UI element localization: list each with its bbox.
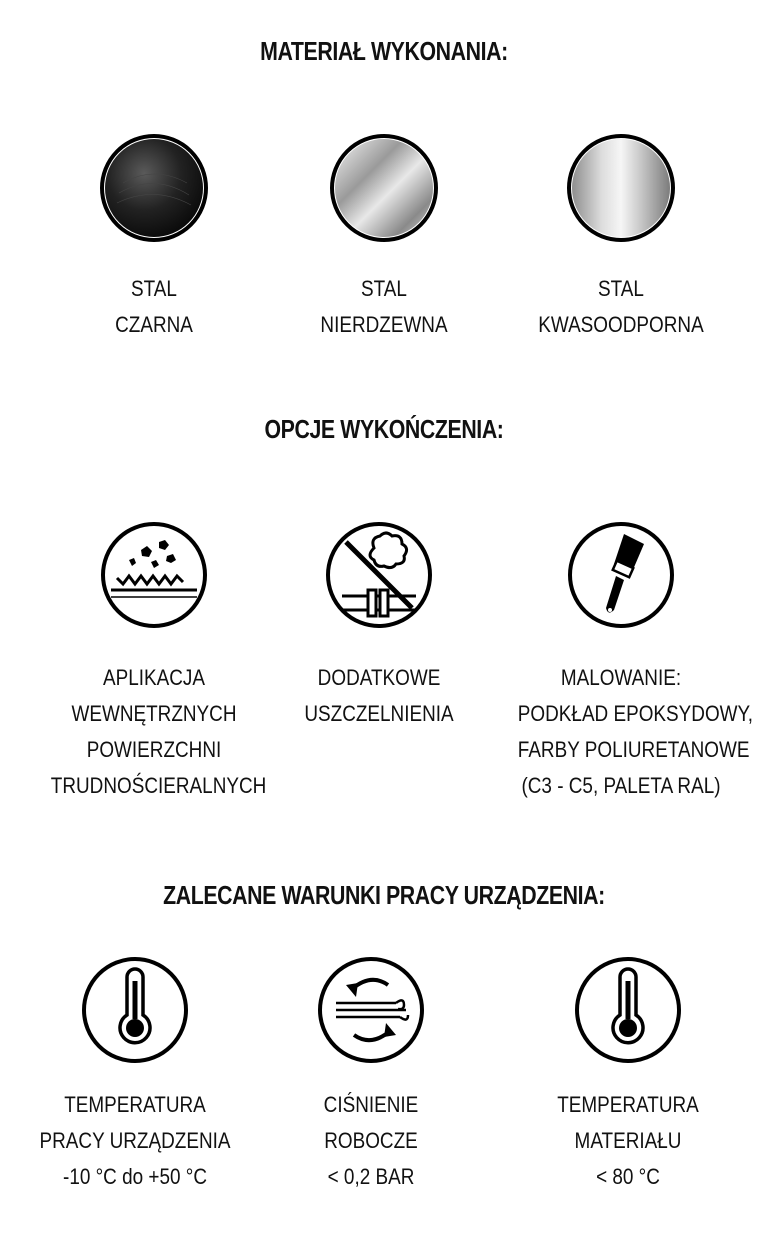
finish-label-line: FARBY POLIURETANOWE [517,737,750,762]
finish-label-line: (C3 - C5, PALETA RAL) [521,773,721,798]
finish-label-line: POWIERZCHNI [86,737,222,762]
material-label-line2: NIERDZEWNA [320,312,448,337]
thermometer-icon [80,955,190,1065]
condition-label-line: CIŚNIENIE [323,1092,419,1117]
condition-label-line: < 0,2 BAR [327,1164,415,1189]
finish-label-line: DODATKOWE [317,665,441,690]
finish-item-painting [501,520,753,804]
paint-brush-icon [566,520,676,630]
material-item-black-steel [34,133,274,343]
stainless-steel-swatch-icon [329,133,439,243]
finish-item-seals [259,520,499,732]
condition-item-material-temperature [508,955,748,1195]
material-item-stainless-steel [264,133,504,343]
condition-label-line: < 80 °C [596,1164,660,1189]
finish-heading: OPCJE WYKOŃCZENIA: [264,414,504,444]
thermometer-icon [573,955,683,1065]
finish-label-line: WEWNĘTRZNYCH [71,701,237,726]
no-leak-seal-icon [324,520,434,630]
air-pressure-icon [316,955,426,1065]
finish-label-line: MALOWANIE: [560,665,682,690]
finish-item-abrasion [34,520,274,804]
condition-label-line: TEMPERATURA [557,1092,699,1117]
material-label-line1: STAL [131,276,177,301]
material-heading: MATERIAŁ WYKONANIA: [260,36,508,66]
condition-label-line: MATERIAŁU [574,1128,682,1153]
condition-label-line: TEMPERATURA [64,1092,206,1117]
condition-item-operating-temperature [15,955,255,1195]
finish-label-line: USZCZELNIENIA [304,701,454,726]
material-label-line2: CZARNA [115,312,193,337]
condition-item-working-pressure [251,955,491,1195]
finish-label-line: TRUDNOŚCIERALNYCH [50,773,267,798]
conditions-heading: ZALECANE WARUNKI PRACY URZĄDZENIA: [163,880,605,910]
condition-label-line: PRACY URZĄDZENIA [39,1128,231,1153]
condition-label-line: ROBOCZE [324,1128,418,1153]
abrasion-resistant-surface-icon [99,520,209,630]
condition-label-line: -10 °C do +50 °C [63,1164,207,1189]
finish-label-line: PODKŁAD EPOKSYDOWY, [517,701,753,726]
material-item-acid-resistant-steel [501,133,741,343]
material-label-line1: STAL [598,276,644,301]
acid-resistant-steel-swatch-icon [566,133,676,243]
finish-label-line: APLIKACJA [102,665,205,690]
material-label-line2: KWASOODPORNA [538,312,704,337]
black-steel-swatch-icon [99,133,209,243]
material-label-line1: STAL [361,276,407,301]
